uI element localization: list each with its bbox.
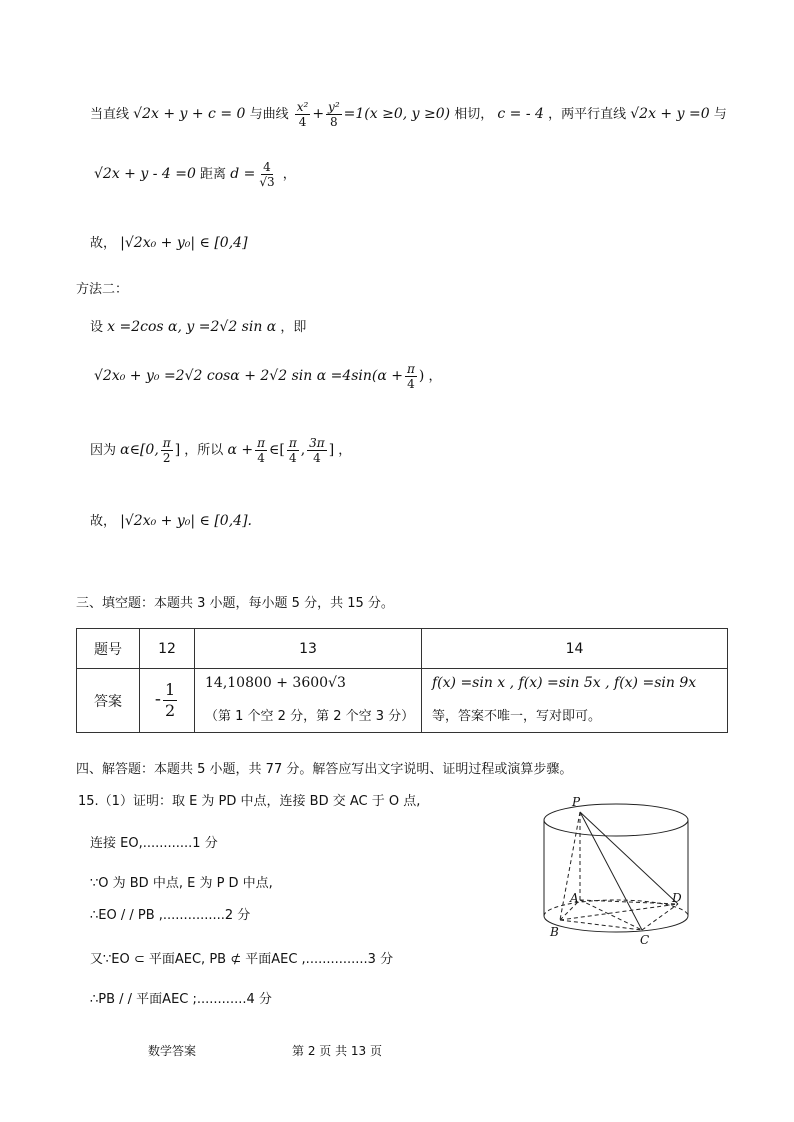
label-A: A (570, 891, 579, 905)
text: ， (282, 167, 296, 182)
header-cell: 12 (140, 629, 195, 669)
header-cell: 13 (195, 629, 422, 669)
fraction: $\frac{\pi}{4}$ (257, 436, 265, 465)
answer-14-note: 等，答案不唯一，写对即可。 (432, 709, 602, 724)
label-D: D (672, 891, 682, 905)
line-7 (90, 436, 351, 465)
bracket: ] (174, 442, 181, 458)
answer-14-value: f(x) =sin x , f(x) =sin 5x , f(x) =sin 9x (432, 675, 697, 691)
text: 因为 (90, 443, 117, 458)
fraction: $\frac{\pi}{4}$ (407, 362, 415, 391)
text: ，两平行直线 (548, 107, 627, 122)
proof-line-6: ∴PB / / 平面AEC ;............4 分 (90, 992, 272, 1007)
math-c-value: c = - 4 (497, 106, 544, 122)
math-substitution: x =2cos α, y =2√2 sin α (107, 319, 277, 335)
text: 设 (90, 320, 104, 335)
line-3 (90, 232, 248, 251)
fraction: $\frac{\text{y²}}{8}$ (328, 100, 340, 129)
text: ， (338, 443, 352, 458)
footer-left: 数学答案 (148, 1044, 197, 1058)
edge-AD (580, 900, 678, 904)
fraction: $\frac{\pi}{2}$ (162, 436, 171, 465)
answer-table (76, 628, 728, 733)
text: 当直线 (90, 107, 130, 122)
section-three-heading: 三、填空题：本题共 3 小题，每小题 5 分，共 15 分。 (76, 596, 394, 611)
edge-PD (580, 812, 678, 904)
math-range: |√2x₀ + y₀| ∈ [0,4] (120, 235, 248, 251)
answer-13 (195, 669, 422, 733)
diag-AC (580, 900, 642, 930)
cylinder-pyramid-figure (530, 790, 710, 950)
line-8 (90, 510, 252, 529)
line-2 (94, 160, 296, 189)
label-P: P (572, 795, 581, 809)
fraction: $\frac{1}{2}$ (164, 680, 176, 720)
math-expression: α + (227, 442, 254, 458)
proof-line-1: 15.（1）证明：取 E 为 PD 中点，连接 BD 交 AC 于 O 点, (78, 794, 421, 809)
text: ，即 (280, 320, 307, 335)
text: ， (428, 369, 442, 384)
text: 故， (90, 514, 117, 529)
proof-line-2: 连接 EO,............1 分 (90, 836, 218, 851)
text: 相切， (454, 107, 494, 122)
table-header-row (77, 629, 728, 669)
top-ellipse (544, 804, 688, 836)
header-cell: 题号 (77, 629, 140, 669)
math-parallel-line: √2x + y =0 (630, 106, 710, 122)
math-condition: =1(x ≥0, y ≥0) (343, 106, 451, 122)
line-6 (94, 362, 442, 391)
comma: , (300, 442, 306, 458)
edge-PC (580, 812, 642, 930)
label-C: C (640, 933, 650, 947)
paren: ) (418, 368, 425, 384)
fraction: $\frac{\pi}{4}$ (288, 436, 297, 465)
line-1 (90, 100, 727, 129)
footer-page-number: 第 2 页 共 13 页 (292, 1044, 382, 1058)
answer-13-value: 14,10800 + 3600√3 (205, 675, 346, 691)
math-line-equation: √2x + y + c = 0 (133, 106, 246, 122)
fraction: $\frac{3\pi}{4}$ (309, 436, 325, 465)
math-interval: α∈[0, (120, 442, 159, 458)
label-B: B (550, 925, 559, 939)
header-cell: 14 (422, 629, 728, 669)
row-label: 答案 (77, 669, 140, 733)
method-two-heading: 方法二： (76, 282, 129, 297)
bracket: ] (328, 442, 335, 458)
proof-line-3: ∵O 为 BD 中点, E 为 P D 中点, (90, 876, 273, 891)
text: 与 (713, 107, 727, 122)
answer-13-note: （第 1 个空 2 分，第 2 个空 3 分） (205, 709, 415, 724)
minus-sign: - (154, 688, 161, 710)
math-line-equation: √2x + y - 4 =0 (94, 166, 196, 182)
fraction: $\frac{\text{x²}}{4}$ (296, 100, 309, 129)
proof-line-4: ∴EO / / PB ,...............2 分 (90, 908, 251, 923)
line-5 (90, 316, 306, 335)
proof-line-5: 又∵EO ⊂ 平面AEC, PB ⊄ 平面AEC ,...............3 分 (90, 952, 394, 967)
bottom-ellipse-front (544, 916, 688, 932)
text: 故， (90, 236, 117, 251)
text: 距离 (200, 167, 227, 182)
answer-14 (422, 669, 728, 733)
table-answer-row (77, 669, 728, 733)
bottom-ellipse-back (544, 900, 688, 916)
math-expression: √2x₀ + y₀ =2√2 cosα + 2√2 sin α =4sin(α + (94, 368, 404, 384)
answer-12 (140, 669, 195, 733)
text: 与曲线 (249, 107, 289, 122)
math-in: ∈[ (268, 442, 285, 458)
section-four-heading: 四、解答题：本题共 5 小题，共 77 分。解答应写出文字说明、证明过程或演算步骤。 (76, 762, 573, 777)
math-range: |√2x₀ + y₀| ∈ [0,4]. (120, 513, 252, 529)
diag-BD (560, 904, 678, 920)
fraction: $\frac{4}{√3}$ (259, 160, 275, 189)
plus: + (312, 106, 325, 122)
math-distance: d = (230, 166, 256, 182)
text: ，所以 (184, 443, 224, 458)
